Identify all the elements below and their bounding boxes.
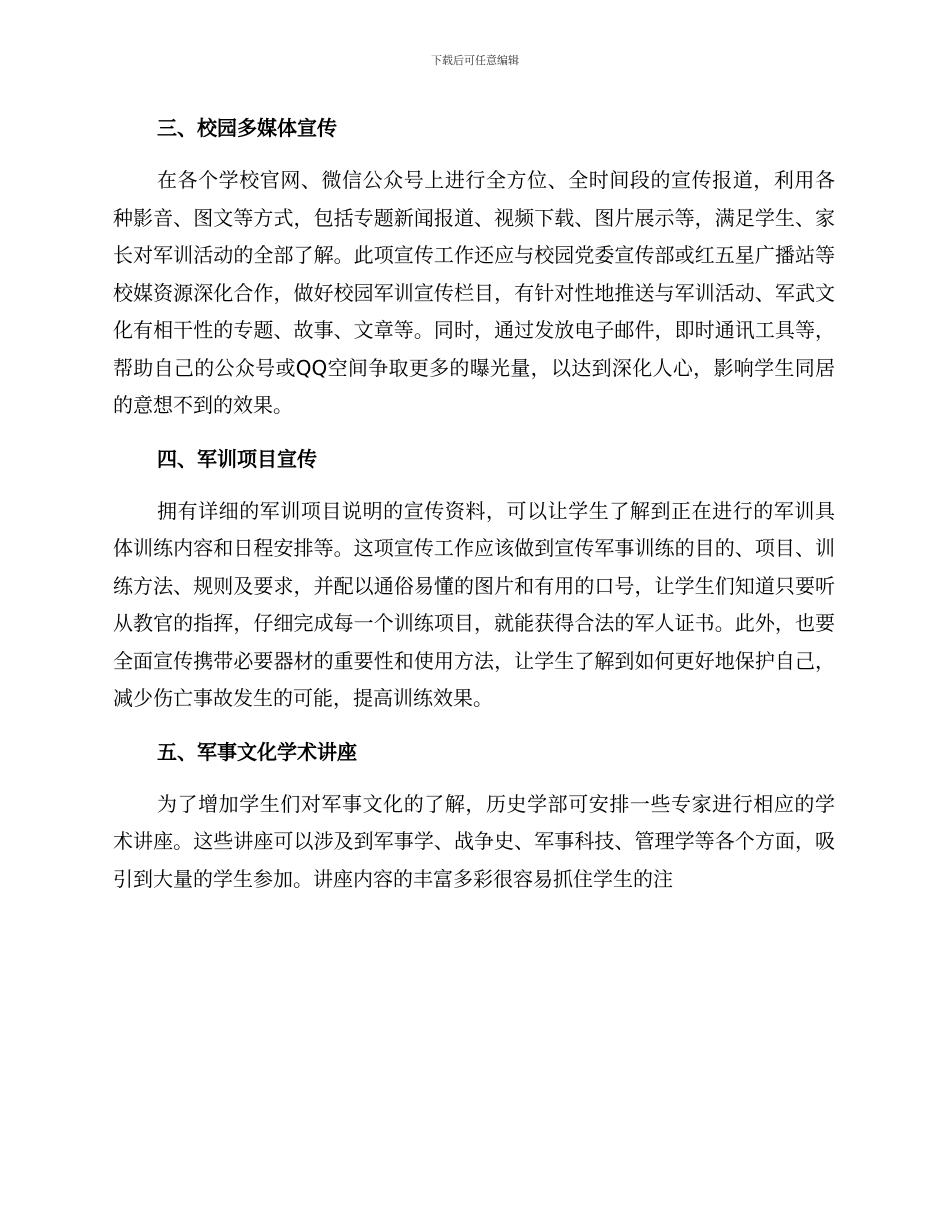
section-paragraph-3: 在各个学校官网、微信公众号上进行全方位、全时间段的宣传报道，利用各种影音、图文等方式，包括专题新闻报道、视频下载、图片展示等，满足学生、家长对军训活动的全部了解。此项宣传工作还应与校园党委宣传部或红五星广播站等校媒资源深化合作，做好校园军训宣传栏目，有针对性地推送与军训活动、军武文化有相干性的专题、故事、文章等。同时，通过发放电子邮件，即时通讯工具等，帮助自己的公众号或QQ空间争取更多的曝光量，以达到深化人心，影响学生同居的意想不到的效果。	[113, 168, 835, 417]
section-heading-3: 三、校园多媒体宣传	[157, 116, 337, 140]
page-header: 下载后可任意编辑	[431, 54, 519, 67]
document-body	[113, 110, 835, 898]
section-heading-5: 五、军事文化学术讲座	[157, 739, 357, 764]
section-paragraph-4: 拥有详细的军训项目说明的宣传资料，可以让学生了解到正在进行的军训具体训练内容和日程安排等。这项宣传工作应该做到宣传军事训练的目的、项目、训练方法、规则及要求，并配以通俗易懂的图片和有用的口号，让学生们知道只要听从教官的指挥，仔细完成每一个训练项目，就能获得合法的军人证书。此外，也要全面宣传携带必要器材的重要性和使用方法，让学生了解到如何更好地保护自己，减少伤亡事故发生的可能，提高训练效果。	[113, 498, 835, 710]
section-paragraph-5: 为了增加学生们对军事文化的了解，历史学部可安排一些专家进行相应的学术讲座。这些讲座可以涉及到军事学、战争史、军事科技、管理学等各个方面，吸引到大量的学生参加。讲座内容的丰富多彩很容易抓住学生的注	[113, 791, 835, 891]
section-heading-4: 四、军训项目宣传	[157, 446, 317, 471]
